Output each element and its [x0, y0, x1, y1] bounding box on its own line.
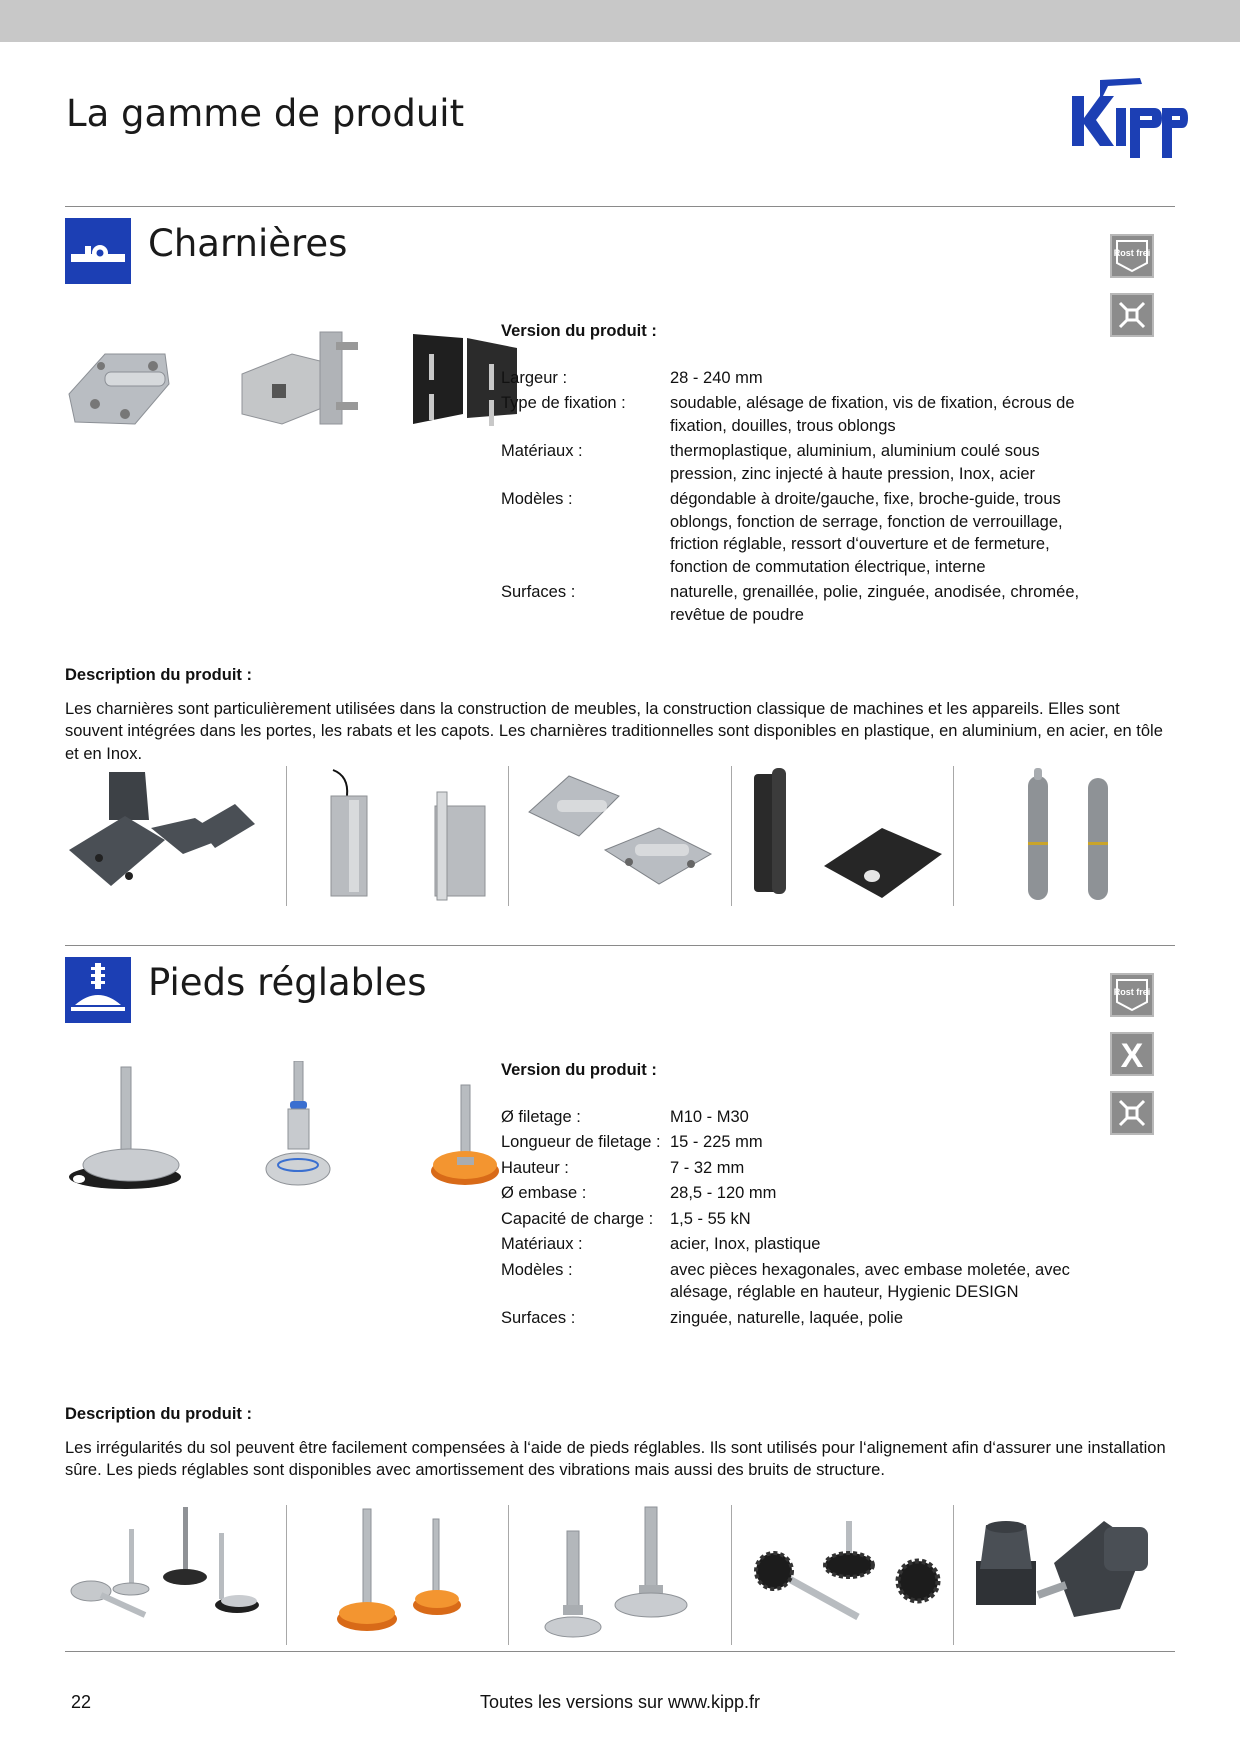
- spec-row: [501, 1307, 1101, 1330]
- property-badges: [1110, 973, 1158, 1150]
- product-image-strip: [65, 1505, 1175, 1645]
- spec-value: naturelle, grenaillée, polie, zinguée, anodisée, chromée, revêtue de poudre: [670, 583, 1080, 624]
- spec-row: [501, 440, 1101, 485]
- section-divider: [65, 945, 1175, 946]
- strip-image-weld-hinges: [953, 766, 1175, 906]
- spec-label: Ø embase :: [501, 1184, 587, 1202]
- footer-divider: [65, 1651, 1175, 1652]
- leveling-foot-icon: [65, 957, 131, 1023]
- page-title: La gamme de produit: [66, 92, 465, 135]
- spec-value: soudable, alésage de fixation, vis de fixation, écrous de fixation, douilles, trous oblongs: [670, 394, 1075, 435]
- x-icon: [1110, 1032, 1154, 1076]
- rostfrei-icon: [1110, 973, 1154, 1017]
- description-heading: Description du produit :: [65, 1405, 252, 1423]
- page-number: 22: [71, 1692, 92, 1712]
- product-description: [65, 1403, 1175, 1482]
- spec-label: Matériaux :: [501, 1235, 583, 1253]
- property-badges: [1110, 234, 1158, 352]
- protection-icon: [1110, 293, 1154, 337]
- spec-label: Largeur :: [501, 368, 568, 387]
- spec-row: [501, 1233, 1101, 1256]
- protection-icon: [1110, 1091, 1154, 1135]
- spec-row: [501, 1182, 1101, 1205]
- section-divider: [65, 206, 1175, 207]
- badge-label: Rost frei: [1113, 987, 1151, 997]
- spec-value: thermoplastique, aluminium, aluminium coulé sous pression, zinc injecté à haute pression, Inox, acier: [670, 442, 1040, 483]
- spec-label: Type de fixation :: [501, 394, 626, 412]
- spec-value: 1,5 - 55 kN: [670, 1209, 751, 1228]
- description-text: Les charnières sont particulièrement utilisées dans la construction de meubles, la construction classique de machines et les appareils. Elles sont souvent intégrées dans les portes, les rabats et les capots. Les charnières traditionnelles sont disponibles en plastique, en aluminium, en acier, en tôle et en Inox.: [65, 699, 1163, 763]
- spec-value: 28 - 240 mm: [670, 368, 763, 387]
- spec-label: Ø filetage :: [501, 1107, 581, 1126]
- kipp-logo: [1070, 74, 1188, 164]
- spec-row: [501, 367, 1101, 390]
- strip-image-knurled-feet: [731, 1505, 953, 1645]
- product-version-specs: [501, 1059, 1101, 1332]
- product-image-hinge-block: [232, 314, 365, 444]
- spec-row: [501, 1157, 1101, 1180]
- spec-label: Capacité de charge :: [501, 1209, 654, 1228]
- rostfrei-icon: [1110, 234, 1154, 278]
- product-image-foot-steel: [65, 1061, 198, 1191]
- spec-label: Surfaces :: [501, 583, 576, 601]
- spec-row: [501, 1106, 1101, 1129]
- product-version-specs: [501, 320, 1101, 629]
- description-text: Les irrégularités du sol peuvent être facilement compensées à l‘aide de pieds réglables. Ils sont utilisés pour l‘alignement afin d‘assurer une installation sûre. Les pieds réglables sont disponibles avec amortissement des vibrations mais aussi des bruits de structure.: [65, 1438, 1166, 1479]
- strip-image-black-hinges: [731, 766, 953, 906]
- product-image-strip: [65, 766, 1175, 906]
- version-heading: Version du produit :: [501, 322, 657, 340]
- spec-row: [501, 1208, 1101, 1231]
- section-title: Pieds réglables: [148, 961, 427, 1004]
- spec-value: acier, Inox, plastique: [670, 1235, 821, 1253]
- spec-row: [501, 1131, 1101, 1154]
- top-bar: [0, 0, 1240, 42]
- spec-value: dégondable à droite/gauche, fixe, broche-guide, trous oblongs, fonction de serrage, fonction de verrouillage, friction réglable, ressort d‘ouverture et de fermeture, fonction de commutation électrique, interne: [670, 490, 1063, 576]
- badge-label: Rost frei: [1113, 248, 1151, 258]
- strip-image-steel-feet: [65, 1505, 286, 1645]
- product-image-hinge-steel: [65, 314, 198, 444]
- footer-website-text: Toutes les versions sur www.kipp.fr: [479, 1692, 761, 1712]
- strip-image-plastic-hinges: [65, 766, 286, 906]
- product-images: [65, 314, 532, 444]
- strip-image-hex-feet: [508, 1505, 730, 1645]
- spec-row: [501, 581, 1101, 626]
- product-images: [65, 1061, 532, 1191]
- spec-value: M10 - M30: [670, 1107, 749, 1126]
- version-heading: Version du produit :: [501, 1061, 657, 1079]
- spec-row: [501, 392, 1101, 437]
- spec-label: Matériaux :: [501, 442, 583, 460]
- spec-label: Surfaces :: [501, 1308, 576, 1327]
- spec-label: Modèles :: [501, 490, 573, 508]
- spec-value: 28,5 - 120 mm: [670, 1184, 777, 1202]
- description-heading: Description du produit :: [65, 666, 252, 684]
- spec-row: [501, 488, 1101, 578]
- section-title: Charnières: [148, 222, 348, 265]
- strip-image-die-cast-hinges: [508, 766, 730, 906]
- spec-value: 7 - 32 mm: [670, 1158, 745, 1177]
- spec-row: [501, 1259, 1101, 1304]
- product-image-foot-hygienic: [232, 1061, 365, 1191]
- spec-label: Hauteur :: [501, 1158, 569, 1177]
- product-description: [65, 664, 1175, 765]
- spec-value: 15 - 225 mm: [670, 1133, 763, 1151]
- spec-value: avec pièces hexagonales, avec embase moletée, avec alésage, réglable en hauteur, Hygienic DESIGN: [670, 1260, 1070, 1301]
- strip-image-orange-feet: [286, 1505, 508, 1645]
- badge-label: X: [1120, 1037, 1144, 1073]
- strip-image-plastic-feet: [953, 1505, 1175, 1645]
- hinge-icon: [65, 218, 131, 284]
- spec-label: Longueur de filetage :: [501, 1133, 661, 1151]
- spec-label: Modèles :: [501, 1260, 573, 1279]
- spec-value: zinguée, naturelle, laquée, polie: [670, 1308, 904, 1327]
- strip-image-switch-hinges: [286, 766, 508, 906]
